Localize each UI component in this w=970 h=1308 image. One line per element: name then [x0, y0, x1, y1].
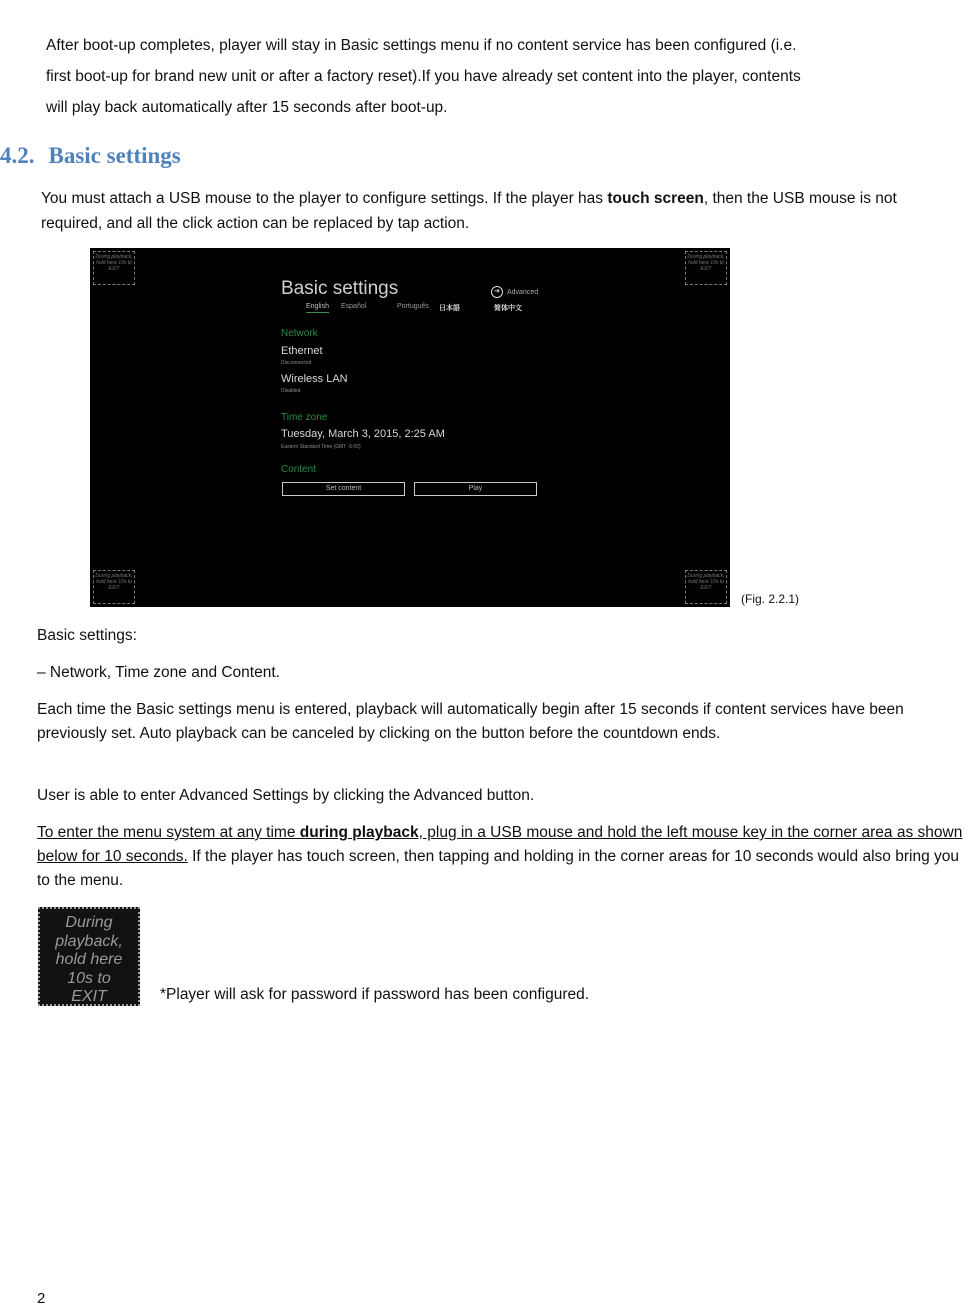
figure-caption: (Fig. 2.2.1)	[741, 592, 800, 606]
hold-line: playback,	[55, 932, 123, 950]
text-run: , plug in a USB mouse and hold the left mouse key in the corner area as shown below for 10 seconds.	[37, 824, 963, 865]
wireless-status: Disabled	[281, 388, 301, 394]
tab-english: English	[306, 303, 329, 313]
timezone-name: Eastern Standard Time (GMT -5:00)	[281, 444, 361, 450]
text-run: If the player has touch screen, then tapping and holding in the corner areas for 10 seconds would also bring you to the menu.	[37, 848, 959, 889]
arrow-right-circle-icon: ➜	[491, 286, 503, 298]
corner-hold-image	[38, 907, 140, 1006]
screen-title: Basic settings	[281, 278, 399, 299]
touch-screen-bold: touch screen	[607, 190, 704, 207]
basic-settings-label: Basic settings:	[37, 627, 137, 644]
section-title: Basic settings	[48, 143, 181, 168]
text-run: , then the USB mouse is not required, and all the click action can be replaced by tap action.	[41, 190, 897, 232]
hold-line: 10s to	[67, 969, 111, 987]
network-section-label: Network	[281, 328, 318, 339]
text-run: You must attach a USB mouse to the player to configure settings. If the player has	[41, 190, 608, 207]
basic-settings-list: – Network, Time zone and Content.	[37, 664, 280, 681]
page-number: 2	[37, 1290, 46, 1307]
ethernet-status: Disconnected	[281, 360, 312, 366]
intro-line: After boot-up completes, player will stay in Basic settings menu if no content service has been configured (i.e.	[46, 37, 797, 54]
corner-hold-area-bottom-left: During playback, hold here 10s to EXIT	[93, 570, 135, 604]
section-heading	[0, 143, 181, 169]
content-section-label: Content	[281, 464, 317, 475]
advanced-paragraph: User is able to enter Advanced Settings by clicking the Advanced button.	[37, 787, 535, 804]
section-number: 4.2.	[0, 143, 35, 168]
intro-line: will play back automatically after 15 seconds after boot-up.	[46, 99, 448, 116]
corner-hold-area-top-left: During playback, hold here 10s to EXIT	[93, 251, 135, 285]
set-content-button: Set content	[282, 482, 405, 496]
ethernet-item: Ethernet	[281, 345, 323, 357]
intro-paragraph	[46, 30, 970, 123]
play-button: Play	[414, 482, 537, 496]
hold-line: hold here	[55, 951, 123, 968]
hold-line: During	[65, 914, 113, 931]
password-note: *Player will ask for password if password has been configured.	[160, 986, 590, 1003]
timezone-section-label: Time zone	[281, 412, 328, 423]
tab-chinese: 简体中文	[494, 305, 522, 312]
tab-espanol: Español	[341, 303, 367, 310]
hold-text	[40, 914, 138, 1007]
corner-hold-area-bottom-right: During playback, hold here 10s to EXIT	[685, 570, 727, 604]
datetime-item: Tuesday, March 3, 2015, 2:25 AM	[281, 428, 445, 440]
intro-line: first boot-up for brand new unit or after a factory reset).If you have already set content into the player, contents	[46, 68, 801, 85]
usb-mouse-paragraph	[41, 186, 961, 236]
tab-portugues: Português	[397, 303, 429, 310]
corner-hold-area-top-right: During playback, hold here 10s to EXIT	[685, 251, 727, 285]
auto-playback-paragraph: Each time the Basic settings menu is entered, playback will automatically begin after 15 seconds if content services have been previously set. Auto playback can be canceled by clicking on the button before the countdown ends.	[37, 701, 904, 742]
advanced-button	[491, 286, 538, 298]
tab-japanese: 日本語	[439, 305, 460, 312]
during-playback-bold: during playback	[299, 824, 419, 841]
text-run: To enter the menu system at any time	[37, 824, 300, 841]
basic-settings-screenshot	[90, 248, 730, 607]
wireless-item: Wireless LAN	[281, 373, 348, 385]
advanced-label: Advanced	[507, 288, 539, 296]
menu-access-paragraph	[37, 821, 970, 893]
hold-line: EXIT	[71, 988, 107, 1005]
